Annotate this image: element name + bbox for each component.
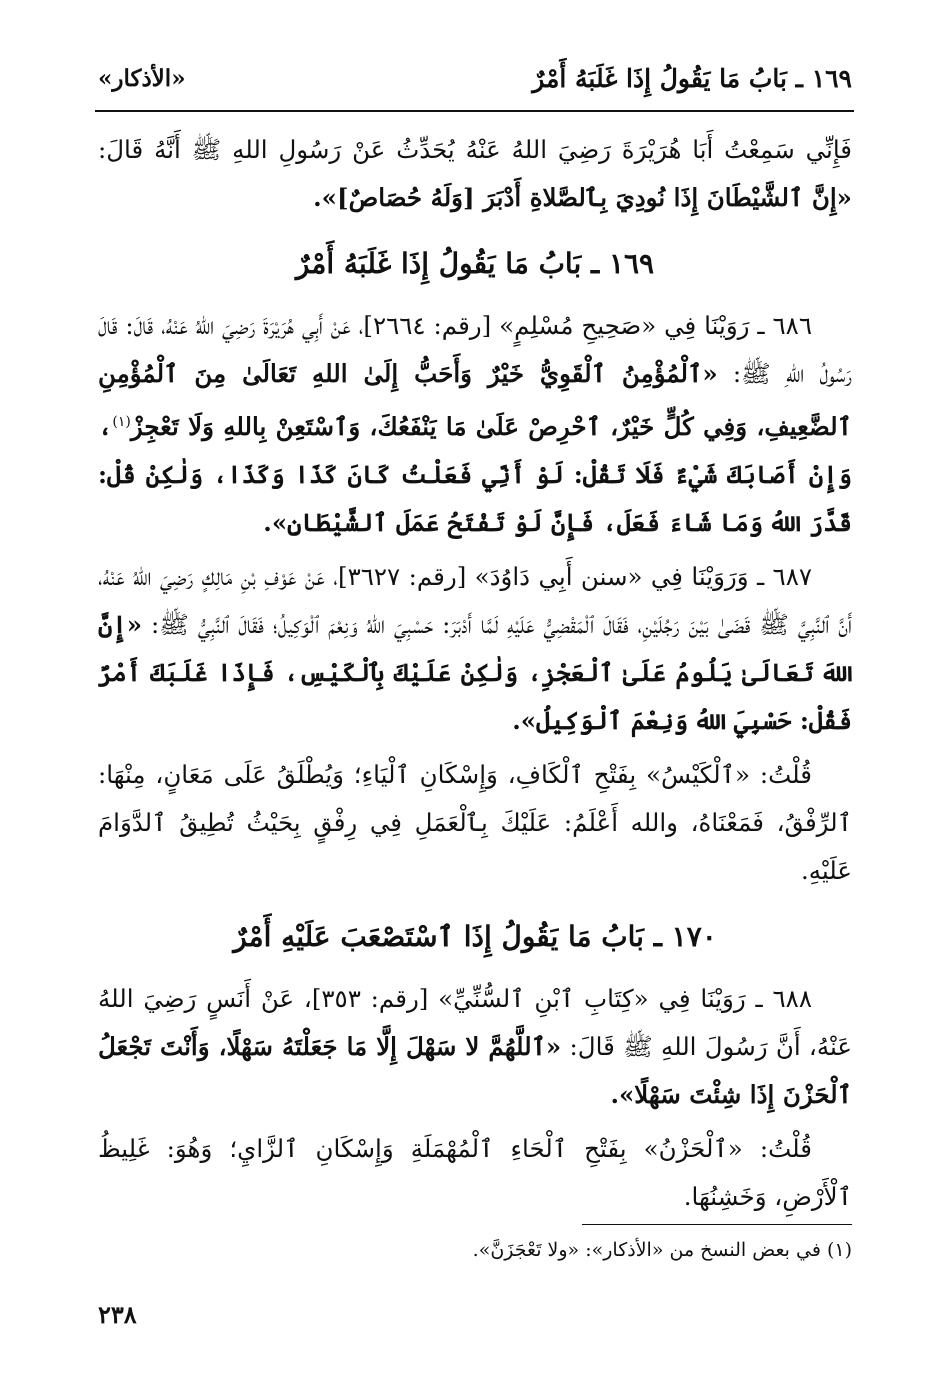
running-header-book-title: «الأذكار» — [98, 64, 186, 92]
hadith-687-isnad: ٦٨٧ ـ وَرَوَيْنَا فِي «سنن أَبِي دَاوُدَ» [رقم: ٣٦٢٧]، عَنْ عَوْفِ بْنِ مَالِكٍ رَضِيَ اللهُ عَنْهُ، أَنَّ ٱلنَّبِيَّ ﷺ قَضَىٰ بَيْنَ رَجُلَيْنِ، فَقَالَ ٱلْمَقْضِيُّ عَلَيْهِ لَمَّا أَدْبَرَ: حَسْبِيَ اللهُ وَنِعْمَ ٱلْوَكِيلُ؛ فَقَالَ ٱلنَّبِيُّ ﷺ: — [98, 562, 852, 640]
author-note-kays: قُلْتُ: «ٱلْكَيْسُ» بِفَتْحِ ٱلْكَافِ، وَإِسْكَانِ ٱلْيَاءِ؛ وَيُطْلَقُ عَلَى مَعَانٍ، مِنْهَا: ٱلرِّفْقُ، فَمَعْنَاهُ، والله أَعْلَمُ: عَلَيْكَ بِٱلْعَمَلِ فِي رِفْقٍ بِحَيْثُ تُطِيقُ ٱلدَّوَامَ عَلَيْهِ. — [98, 760, 852, 886]
header-rule — [95, 110, 854, 112]
author-note-hazn: قُلْتُ: «ٱلْحَزْنُ» بِفَتْحِ ٱلْحَاءِ ٱلْمُهْمَلَةِ وَإِسْكَانِ ٱلزَّايِ؛ وَهُوَ: غَلِيظُ ٱلْأَرْضِ، وَخَشِنُهَا. — [98, 1134, 852, 1212]
chapter-170-heading: ١٧٠ ـ بَابُ مَا يَقُولُ إِذَا ٱسْتَصْعَبَ عَلَيْهِ أَمْرٌ — [233, 920, 717, 954]
opening-paragraph — [98, 126, 852, 222]
running-header-chapter: ١٦٩ ـ بَابُ مَا يَقُولُ إِذَا غَلَبَهُ أَمْرٌ — [532, 63, 852, 93]
hadith-686 — [98, 302, 852, 547]
hadith-686-isnad: ٦٨٦ ـ رَوَيْنَا فِي «صَحِيحِ مُسْلِمٍ» [رقم: ٢٦٦٤]، عَنْ أَبِي هُرَيْرَةَ رَضِيَ اللهُ عَنْهُ، قَالَ: قَالَ رَسُولُ اللهِ ﷺ: — [98, 311, 853, 388]
hadith-687 — [98, 553, 852, 745]
hadith-688 — [98, 975, 852, 1119]
page-number: ٢٣٨ — [98, 1300, 137, 1329]
footnote-rule — [582, 1224, 852, 1225]
page-body — [98, 126, 852, 1227]
opening-hadith-quote: «إِنَّ ٱلشَّيْطَانَ إِذَا نُودِيَ بِٱلصَّلاةِ أَدْبَرَ [وَلَهُ حُصَاصٌ]». — [313, 183, 852, 212]
footnote-marker: (١) — [112, 414, 131, 430]
chapter-169-heading: ١٦٩ ـ بَابُ مَا يَقُولُ إِذَا غَلَبَهُ أَمْرٌ — [295, 247, 655, 280]
hadith-688-text: «ٱللَّهُمَّ لا سَهْلَ إِلَّا مَا جَعَلْتَهُ سَهْلًا، وَأَنْتَ تَجْعَلُ ٱلْحَزْنَ إِذَا شِئْتَ سَهْلًا». — [98, 1032, 852, 1110]
hadith-686-text-a: «ٱلْمُؤْمِنُ ٱلْقَوِيُّ خَيْرٌ وَأَحَبُّ إِلَىٰ اللهِ تَعَالَىٰ مِنَ ٱلْمُؤْمِنِ ٱلضَّعِيفِ، وَفِي كُلٍّ خَيْرٌ، ٱحْرِصْ عَلَىٰ مَا يَنْفَعُكَ، وَٱسْتَعِنْ بِاللهِ وَلَا تَعْجِزْ — [98, 359, 852, 442]
running-header — [98, 58, 852, 98]
hadith-687-text: «إِنَّ اللهَ تَعَالَىٰ يَلُومُ عَلَىٰ ٱلْعَجْزِ، وَلٰكِنْ عَلَيْكَ بِٱلْكَيْسِ، فَإِذَا غَلَبَكَ أَمْرٌ فَقُلْ: حَسْبِيَ اللهُ وَنِعْمَ ٱلْوَكِيلُ». — [98, 610, 852, 736]
hadith-686-text-b: ، وَإِنْ أَصَابَكَ شَيْءٌ فَلَا تَقُلْ: لَوْ أَنِّي فَعَلْتُ كَانَ كَذَا وَكَذَا، وَلٰكِنْ قُلْ: قَدَّرَ اللهُ وَمَا شَاءَ فَعَلَ، فَإِنَّ لَوْ تَفْتَحُ عَمَلَ ٱلشَّيْطَانِ». — [98, 412, 852, 538]
footnote: (١) في بعض النسخ من «الأذكار»: «ولا تَعْجَزَنَّ». — [472, 1239, 852, 1261]
opening-text: فَإِنِّي سَمِعْتُ أَبَا هُرَيْرَةَ رَضِيَ اللهُ عَنْهُ يُحَدِّثُ عَنْ رَسُولِ اللهِ ﷺ أَنَّهُ قَالَ: — [98, 135, 852, 164]
hadith-688-isnad: ٦٨٨ ـ رَوَيْنَا فِي «كِتَابِ ٱبْنِ ٱلسُّنِّيِّ» [رقم: ٣٥٣]، عَنْ أَنَسٍ رَضِيَ اللهُ عَنْهُ، أَنَّ رَسُولَ اللهِ ﷺ قَالَ: — [98, 984, 852, 1062]
